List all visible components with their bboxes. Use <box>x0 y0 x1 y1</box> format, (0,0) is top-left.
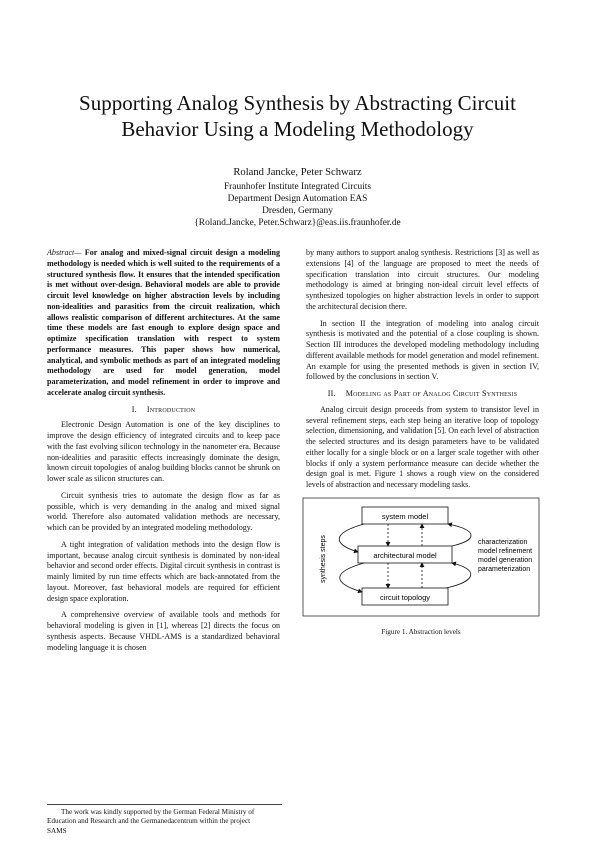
affiliation-line: Fraunhofer Institute Integrated Circuits <box>223 182 372 192</box>
footnote-line: Education and Research and the Germanedacentrum within the project <box>47 817 251 826</box>
footnote-divider <box>47 804 282 805</box>
system-model-label: system model <box>381 511 429 521</box>
modeling-arrow-lower <box>446 563 471 588</box>
left-column <box>47 248 280 659</box>
body-paragraph: Circuit synthesis tries to automate the design flow as far as possible, which is very demanding in the analog and mixed signal world. Therefore also automated validation methods are necessary, which can be provided by an integrated modeling methodology. <box>47 490 280 532</box>
section-title: Introduction <box>146 404 196 414</box>
body-paragraph: Electronic Design Automation is one of the key disciplines to improve the design efficiency of integrated circuits and to keep pace with the fast evolving silicon technology in the nanometer era. Because non-idealities and parasitic effects increasingly dominate the design, known circuit topologies of analog building blocks cannot be shrunk on lower scale as silicon structures can. <box>47 420 280 483</box>
characterization-label: characterization <box>478 538 528 546</box>
footnote-line: SAMS <box>47 826 67 835</box>
modeling-arrow-upper <box>448 524 471 546</box>
author-block <box>60 166 535 229</box>
right-column <box>306 248 539 636</box>
body-paragraph: In section II the integration of modeling into analog circuit synthesis is motivated and the potential of a close coupling is shown. Section III introduces the developed modeling methodology including different available methods for model generation and model refinement. An example for using the presented methods is given in section IV, followed by the conclusions in section V. <box>306 318 539 382</box>
synthesis-arrow-lower <box>340 563 364 592</box>
abstract-label: Abstract— <box>47 248 82 257</box>
section-number: I. <box>131 404 137 414</box>
body-paragraph: by many authors to support analog synthesis. Restrictions [3] as well as extensions [4] of the language are proposed to meet the needs of specification translation into circuit structures. Our modeling methodology is aimed at bringing non-ideal circuit level effects of synthesized topologies on higher abstraction levels in order to support the architectural decision there. <box>306 248 539 311</box>
figure-abstraction-levels <box>302 497 540 636</box>
body-paragraph: A comprehensive overview of available tools and methods for behavioral modeling is given in [1], whereas [2] directs the focus on synthesis aspects. Because VHDL-AMS is a standardized behavioral modeling language it is chosen <box>47 610 280 652</box>
model-refinement-label: model refinement <box>478 547 533 555</box>
section-heading-modeling <box>306 389 539 400</box>
section-heading-introduction <box>47 405 280 416</box>
footnote-line: The work was kindly supported by the German Federal Ministry of <box>61 808 255 816</box>
affiliation-line: Dresden, Germany <box>262 206 333 216</box>
section-title: Modeling as Part of Analog Circuit Synthesis <box>345 389 518 398</box>
abstraction-diagram <box>302 497 540 617</box>
circuit-topology-label: circuit topology <box>379 592 431 602</box>
paper-title: Supporting Analog Synthesis by Abstracting Circuit Behavior Using a Modeling Methodology <box>79 91 516 141</box>
architectural-model-label: architectural model <box>373 550 437 560</box>
body-paragraph: Analog circuit design proceeds from system to transistor level in several refinement steps, each step being an iterative loop of topology selection, dimensioning, and validation [5]. On each level of abstraction the selected structures and its design parameters have to be validated either locally for a single block or on a larger scale together with other blocks if only a system performance measure can decide whether the design goal is met. Figure 1 shows a rough view on the considered levels of abstraction and necessary modeling tasks. <box>306 404 539 489</box>
author-names: Roland Jancke, Peter Schwarz <box>233 167 362 178</box>
figure-caption: Figure 1. Abstraction levels <box>381 627 461 636</box>
author-emails: {Roland.Jancke, Peter.Schwarz}@eas.iis.fraunhofer.de <box>194 218 401 228</box>
parameterization-label: parameterization <box>478 565 531 573</box>
abstract <box>47 248 280 399</box>
body-paragraph: A tight integration of validation methods into the design flow is important, because analog circuit synthesis is dominated by non-ideal behavior and second order effects. Digital circuit synthesis in contrast is mainly limited by run time effects which are back-annotated from the layout. Moreover, fast behavioral models are required for efficient design space exploration. <box>47 539 280 603</box>
footnote <box>47 808 285 836</box>
model-generation-label: model generation <box>478 556 533 564</box>
affiliation-line: Department Design Automation EAS <box>227 194 368 204</box>
section-number: II. <box>327 389 336 398</box>
synthesis-arrow-upper <box>339 524 364 552</box>
synthesis-steps-label: synthesis steps <box>320 534 327 583</box>
abstract-text: For analog and mixed-signal circuit design a modeling methodology is needed which is well suited to the requirements of a structured synthesis flow. It ensures that the intended specification is met without over-design. Behavioral models are able to provide circuit level knowledge on higher abstraction levels by including non-idealities and parasitics from the circuit realization, which allows realistic comparison of different architectures. At the same time these models are fast enough to explore design space and optimize specification translation with respect to system performance measures. This paper shows how numerical, analytical, and symbolic methods as part of an integrated modeling methodology are used for model generation, model parameterization, and model refinement in order to improve and accelerate analog circuit synthesis. <box>47 248 280 397</box>
